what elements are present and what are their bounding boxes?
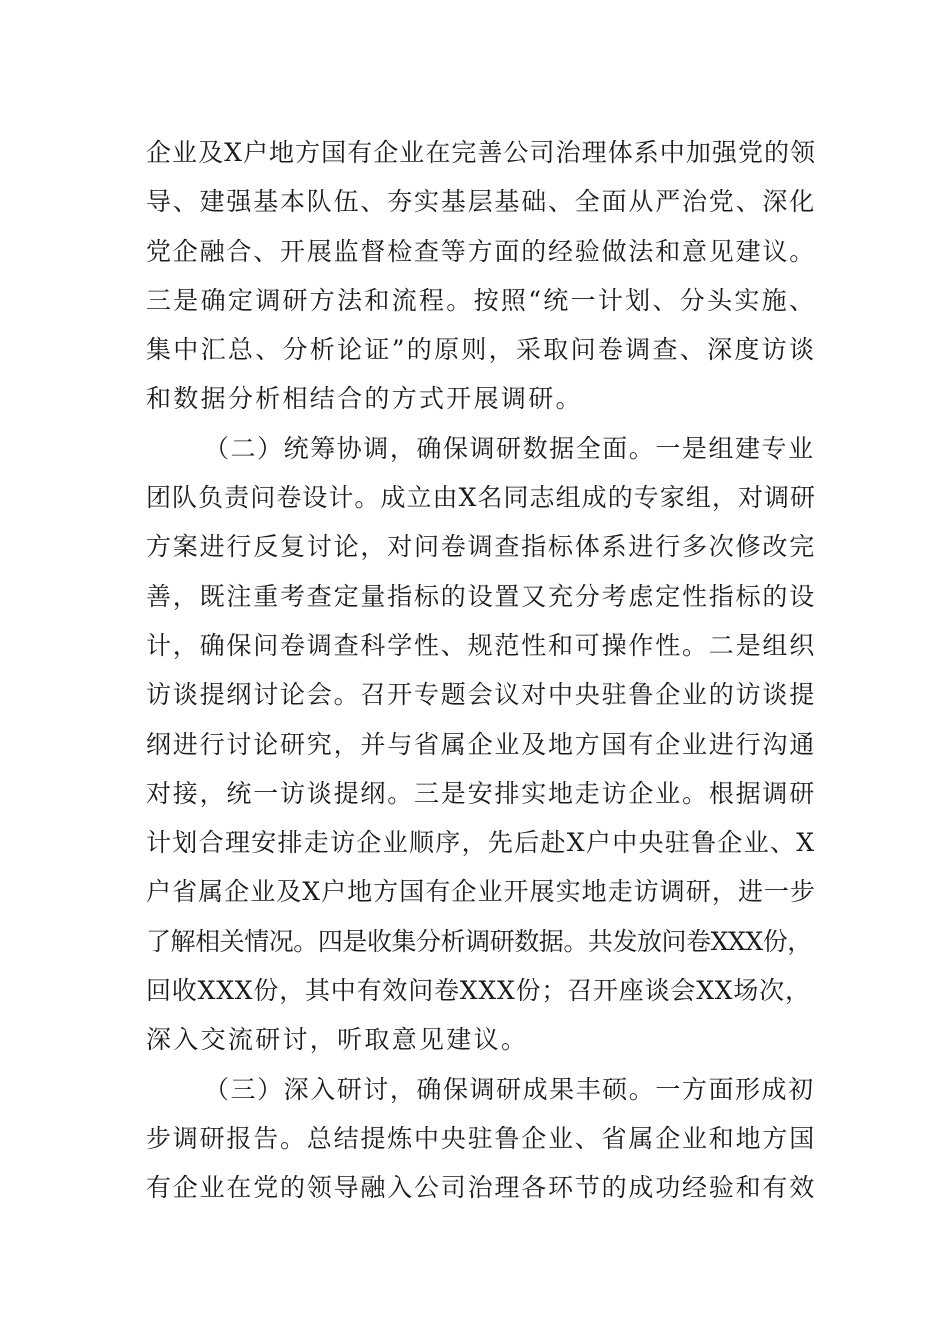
text-line: 党企融合、开展监督检查等方面的经验做法和意见建议。 (146, 236, 817, 266)
text-line: 三是确定调研方法和流程。按照“统一计划、分头实施、 (146, 285, 817, 315)
text-line: 对接，统一访谈提纲。三是安排实地走访企业。根据调研 (146, 778, 817, 808)
paragraph-heading-line: （三）深入研讨，确保调研成果丰硕。一方面形成初 (204, 1074, 815, 1104)
text-line: 集中汇总、分析论证”的原则，采取问卷调查、深度访谈 (146, 335, 817, 365)
text-line: 有企业在党的领导融入公司治理各环节的成功经验和有效 (146, 1173, 817, 1203)
text-line: 团队负责问卷设计。成立由X名同志组成的专家组，对调研 (146, 483, 817, 513)
text-line: 纲进行讨论研究，并与省属企业及地方国有企业进行沟通 (146, 729, 817, 759)
text-line: 方案进行反复讨论，对问卷调查指标体系进行多次修改完 (146, 532, 817, 562)
text-line: 善，既注重考查定量指标的设置又充分考虑定性指标的设 (146, 581, 817, 611)
text-line: 户省属企业及X户地方国有企业开展实地走访调研，进一步 (146, 877, 817, 907)
text-line: 了解相关情况。四是收集分析调研数据。共发放问卷XXX份， (146, 926, 812, 956)
text-line: 计，确保问卷调查科学性、规范性和可操作性。二是组织 (146, 630, 817, 660)
text-line: 步调研报告。总结提炼中央驻鲁企业、省属企业和地方国 (146, 1123, 817, 1153)
text-line: 访谈提纲讨论会。召开专题会议对中央驻鲁企业的访谈提 (146, 680, 817, 710)
text-line: 深入交流研讨，听取意见建议。 (146, 1025, 529, 1055)
body-text (146, 128, 817, 1213)
text-line: 导、建强基本队伍、夯实基层基础、全面从严治党、深化 (146, 187, 817, 217)
text-line: 企业及X户地方国有企业在完善公司治理体系中加强党的领 (146, 138, 817, 167)
text-line: 和数据分析相结合的方式开展调研。 (146, 384, 583, 414)
text-line: 回收XXX份，其中有效问卷XXX份；召开座谈会XX场次， (146, 976, 811, 1006)
paragraph-heading-line: （二）统筹协调，确保调研数据全面。一是组建专业 (204, 433, 815, 463)
text-line: 计划合理安排走访企业顺序，先后赴X户中央驻鲁企业、X (146, 828, 816, 858)
